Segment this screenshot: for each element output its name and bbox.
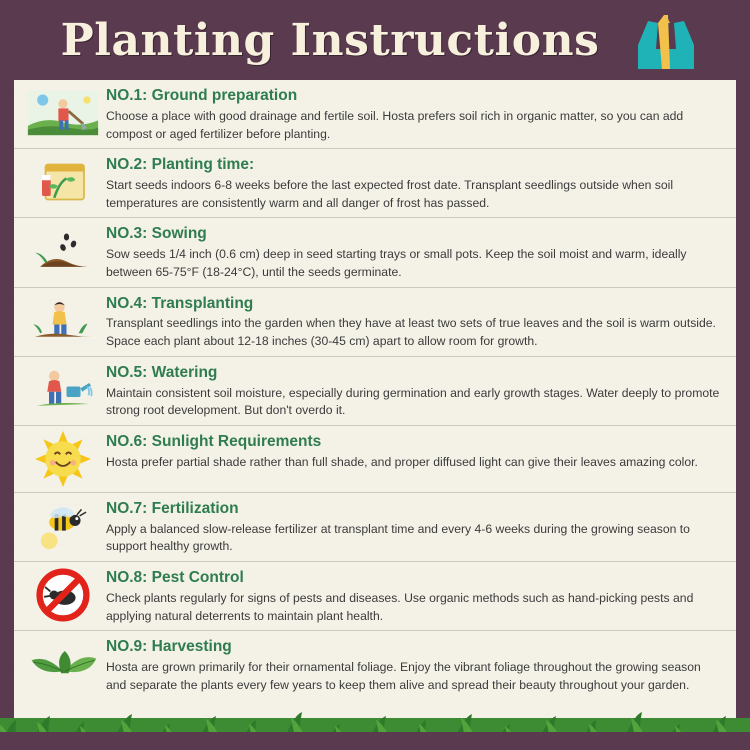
step-text	[106, 567, 722, 625]
step-description: Hosta are grown primarily for their ornamental foliage. Enjoy the vibrant foliage throughout the growing season and separate the plants every few years to keep them alive and spread their beauty throughout your garden.	[106, 660, 701, 692]
praying-hands-icon	[618, 9, 714, 71]
step-description: Start seeds indoors 6-8 weeks before the last expected frost date. Transplant seedlings outside when soil temperatures are consistently warm and all danger of frost has passed.	[106, 178, 674, 210]
step-title: NO.1: Ground preparation	[106, 87, 298, 104]
step-title: NO.7: Fertilization	[106, 499, 239, 517]
list-item	[14, 80, 736, 149]
list-item	[14, 493, 736, 562]
step-title: NO.8: Pest Control	[106, 569, 244, 587]
no-pest-sign-icon	[20, 567, 106, 623]
step-description: Hosta prefer partial shade rather than full shade, and proper diffused light can give their leaves amazing color.	[106, 454, 698, 469]
page-title: Planting Instructions	[60, 14, 600, 66]
list-item	[14, 357, 736, 426]
step-description: Maintain consistent soil moisture, especially during germination and early growth stages. Water deeply to promote strong root development. But don't overdo it.	[106, 385, 720, 418]
smiling-sun-icon	[20, 431, 106, 487]
step-text	[106, 223, 722, 281]
step-text	[106, 85, 722, 143]
seeds-in-soil-icon	[20, 223, 106, 279]
list-item	[14, 562, 736, 631]
list-item	[14, 288, 736, 357]
watering-can-person-icon	[20, 362, 106, 418]
step-title: NO.2: Planting time:	[106, 156, 255, 174]
gardener-digging-icon	[20, 85, 106, 141]
step-title: NO.4: Transplanting	[106, 294, 254, 312]
step-title: NO.3: Sowing	[106, 225, 207, 243]
step-description: Choose a place with good drainage and fertile soil. Hosta prefers soil rich in organic matter, so you can add compost or aged fertilizer before planting.	[106, 108, 684, 141]
step-title: NO.9: Harvesting	[106, 638, 232, 656]
step-text	[106, 362, 722, 420]
step-description: Apply a balanced slow-release fertilizer at transplant time and every 4-6 weeks during the growing season to support healthy growth.	[106, 521, 690, 554]
steps-list	[0, 80, 750, 700]
step-text	[106, 293, 722, 351]
fertilizer-bee-icon	[20, 498, 106, 554]
step-description: Sow seeds 1/4 inch (0.6 cm) deep in seed starting trays or small pots. Keep the soil moist and warm, ideally between 65-75°F (18-24°C), until the seeds germinate.	[106, 247, 687, 279]
step-title: NO.6: Sunlight Requirements	[106, 432, 322, 450]
list-item	[14, 218, 736, 287]
step-text	[106, 498, 722, 556]
step-description: Check plants regularly for signs of pests and diseases. Use organic methods such as hand-picking pests and applying natural deterrents to maintain plant health.	[106, 590, 694, 623]
transplanting-gardener-icon	[20, 293, 106, 349]
step-text	[106, 431, 722, 472]
list-item	[14, 149, 736, 218]
calendar-seedling-icon	[20, 154, 106, 210]
list-item	[14, 426, 736, 493]
footer-bar	[0, 732, 750, 750]
step-description: Transplant seedlings into the garden when they have at least two sets of true leaves and the soil is warm outside. Space each plant about 12-18 inches (30-45 cm) apart to allow room for growth.	[106, 316, 716, 349]
instructions-body	[0, 80, 750, 750]
poster-header	[0, 0, 750, 80]
step-title: NO.5: Watering	[106, 363, 218, 381]
step-text	[106, 154, 722, 212]
